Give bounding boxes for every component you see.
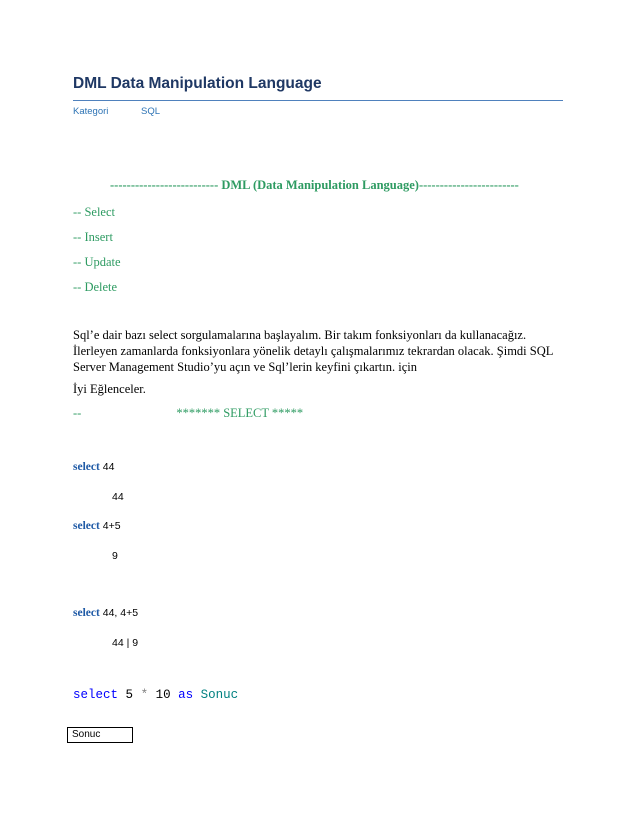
sql-keyword-as: as <box>178 688 194 702</box>
sql-expression: 44 <box>102 461 115 473</box>
document-title: DML Data Manipulation Language <box>73 75 322 92</box>
sql-keyword: select <box>73 607 100 619</box>
result-example-3: 44 | 9 <box>112 637 139 649</box>
intro-line-3: Server Management Studio’yu açın ve Sql’lerin keyfini çıkartın. için <box>73 360 418 374</box>
select-header-label: ******* SELECT ***** <box>176 406 304 420</box>
dml-item-update: -- Update <box>73 255 121 269</box>
sql-expression: 44, 4+5 <box>102 607 139 619</box>
sql-number: 10 <box>155 688 171 702</box>
intro-line-1: Sql’e dair bazı select sorgulamalarına başlayalım. Bir takım fonksiyonları da kullanacağız. <box>73 328 527 342</box>
select-section-header <box>73 406 303 421</box>
section-header: -------------------------- DML (Data Manipulation Language)------------------------ <box>110 178 519 192</box>
result-example-2: 9 <box>112 550 118 562</box>
sql-query-line <box>73 688 238 702</box>
select-header-prefix: -- <box>73 406 82 420</box>
title-underline <box>73 100 563 101</box>
closing-text: İyi Eğlenceler. <box>73 382 146 396</box>
sql-keyword-select: select <box>73 688 119 702</box>
category-row <box>73 106 160 117</box>
sql-alias: Sonuc <box>200 688 239 702</box>
category-label: Kategori <box>73 106 109 117</box>
sql-operator: * <box>140 688 149 702</box>
dml-item-delete: -- Delete <box>73 280 118 294</box>
code-example-3 <box>73 607 138 619</box>
dml-item-select: -- Select <box>73 205 115 219</box>
result-example-1: 44 <box>112 491 124 503</box>
sql-keyword: select <box>73 461 100 473</box>
code-example-1 <box>73 461 114 473</box>
sql-number: 5 <box>125 688 134 702</box>
intro-paragraph <box>73 327 553 375</box>
dml-item-insert: -- Insert <box>73 230 113 244</box>
category-link-sql[interactable]: SQL <box>141 106 161 117</box>
sql-keyword: select <box>73 520 100 532</box>
sql-expression: 4+5 <box>102 520 121 532</box>
result-column-cell: Sonuc <box>67 727 133 743</box>
code-example-2 <box>73 520 121 532</box>
intro-line-2: İlerleyen zamanlarda fonksiyonlara yönelik detaylı çalışmalarımız tekrardan olacak. Şimdi SQL <box>73 344 554 358</box>
